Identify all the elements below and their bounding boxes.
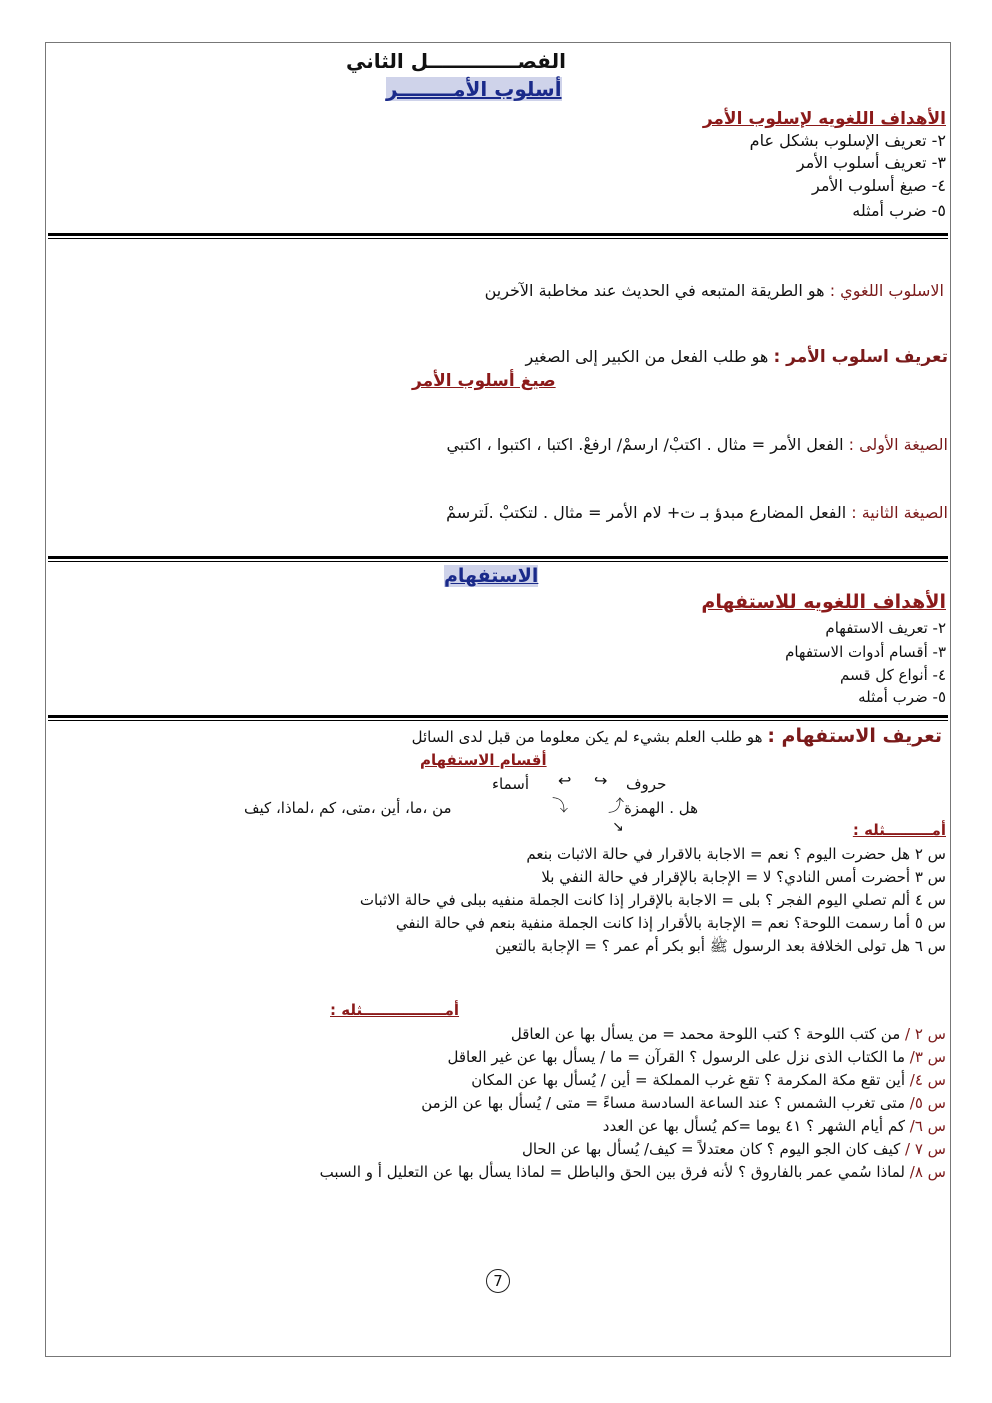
style-definition-line — [485, 281, 944, 300]
nouns-items: من ،ما، أين ،متى، كم ،لماذا، كيف — [244, 799, 452, 817]
form2-label: الصيغة الثانية : — [851, 503, 948, 522]
command-text: هو طلب الفعل من الكبير إلى الصغير — [525, 347, 769, 366]
interrogation-text: هو طلب العلم بشيء لم يكن معلوما من قبل لدى السائل — [411, 728, 763, 746]
example2-item — [448, 1048, 946, 1066]
page-number: 7 — [486, 1269, 510, 1293]
example2-number: س ٨/ — [909, 1163, 946, 1181]
style-label: الاسلوب اللغوي : — [829, 281, 944, 300]
example2-text: من كتب اللوحة ؟ كتب اللوحة محمد = من يسأل بها عن العاقل — [510, 1025, 901, 1043]
letters-label: حروف — [626, 775, 667, 793]
example1-item: س ٥ أما رسمت اللوحة؟ نعم = الإجابة بالأقرار إذا كانت الجملة منفية بنعم في حالة النفي — [395, 914, 946, 932]
example2-text: كيف كان الجو اليوم ؟ كان معتدلاً = كيف/ يُسأل بها عن الحال — [521, 1140, 901, 1158]
example1-item: س ٢ هل حضرت اليوم ؟ نعم = الاجابة بالاقرار في حالة الاثبات بنعم — [526, 845, 946, 863]
forms-title: صيغ أسلوب الأمر — [412, 371, 556, 391]
example1-item: س ٤ ألم تصلي اليوم الفجر ؟ بلى = الاجابة بالإقرار إذا كانت الجملة منفيه ببلى في حالة الاثبات — [359, 891, 946, 909]
form2-text: الفعل المضارع مبدؤ بـ ت+ لام الأمر = مثال . لتكتبْ .لَترسمْ — [446, 503, 847, 522]
example2-item — [603, 1117, 946, 1135]
example2-item — [511, 1025, 946, 1043]
goal2-item: ٥- ضرب أمثله — [858, 688, 946, 706]
nouns-label: أسماء — [492, 775, 530, 793]
example2-number: س ٥/ — [909, 1094, 946, 1112]
goal2-item: ٢- تعريف الاستفهام — [825, 619, 946, 637]
example2-item — [522, 1140, 946, 1158]
example2-text: أين تقع مكة المكرمة ؟ تقع غرب المملكة = أين / يُسأل بها عن المكان — [471, 1071, 905, 1089]
divider — [48, 233, 948, 239]
document-page — [45, 42, 951, 1357]
section1-title: أسلوب الأمــــــــر — [386, 77, 562, 101]
letters-items: هل . الهمزة — [624, 799, 699, 817]
example2-text: لماذا سُمي عمر بالفاروق ؟ لأنه فرق بين الحق والباطل = لماذا يسأل بها عن التعليل أ و السبب — [319, 1163, 905, 1181]
form1-line — [446, 435, 948, 454]
example2-number: س ٣/ — [909, 1048, 946, 1066]
goal1-item: ٥- ضرب أمثله — [852, 201, 946, 220]
interrogation-label: تعريف الاستفهام : — [767, 725, 942, 747]
command-label: تعريف اسلوب الأمر : — [773, 347, 948, 367]
curved-arrow-icon: ⤴ — [608, 796, 625, 815]
goal2-item: ٣- أقسام أدوات الاستفهام — [785, 643, 946, 661]
form2-line — [446, 503, 948, 522]
chapter-title: الفصـــــــــــــل الثاني — [346, 49, 566, 73]
goal1-item: ٣- تعريف أسلوب الأمر — [796, 153, 946, 172]
example2-text: كم أيام الشهر ؟ ٤١ يوما =كم يُسأل بها عن العدد — [602, 1117, 905, 1135]
interrogation-definition-line — [412, 725, 942, 747]
curved-arrow-icon: ⤵ — [552, 796, 569, 815]
divider — [48, 715, 948, 721]
goals2-title: الأهداف اللغويه للاستفهام — [701, 591, 946, 613]
arrow-icon: ↘ — [612, 819, 624, 835]
examples2-title: أمــــــــــــــــثله : — [330, 1001, 460, 1019]
goal2-item: ٤- أنواع كل قسم — [839, 666, 946, 684]
goal1-item: ٢- تعريف الإسلوب بشكل عام — [749, 131, 946, 150]
command-definition-line — [526, 347, 948, 367]
form1-text: الفعل الأمر = مثال . اكتبْ/ ارسمْ/ ارفعْ. اكتبا ، اكتبوا ، اكتبي — [446, 435, 844, 454]
style-text: هو الطريقة المتبعه في الحديث عند مخاطبة الآخرين — [484, 281, 825, 300]
example2-item — [421, 1094, 946, 1112]
example2-number: س ٤/ — [909, 1071, 946, 1089]
arrow-icon: ↪ — [594, 771, 608, 790]
example2-number: س ٧ / — [905, 1140, 946, 1158]
section2-title: الاستفهام — [444, 565, 539, 587]
arrow-icon: ↩ — [558, 771, 572, 790]
example2-item — [320, 1163, 946, 1181]
goals1-title: الأهداف اللغويه لإسلوب الأمر — [702, 109, 946, 129]
example2-number: س ٢ / — [905, 1025, 946, 1043]
divider — [48, 556, 948, 562]
example2-text: ما الكتاب الذى نزل على الرسول ؟ القرآن = ما / يسأل بها عن غير العاقل — [447, 1048, 905, 1066]
example2-item — [471, 1071, 946, 1089]
example1-item: س ٦ هل تولى الخلافة بعد الرسول ﷺ أبو بكر أم عمر ؟ = الإجابة بالتعين — [495, 937, 946, 955]
parts-title: أقسام الاستفهام — [420, 751, 547, 769]
form1-label: الصيغة الأولى : — [848, 435, 948, 454]
example1-item: س ٣ أحضرت أمس النادي؟ لا = الإجابة بالإقرار في حالة النفي بلا — [541, 868, 946, 886]
goal1-item: ٤- صيغ أسلوب الأمر — [812, 176, 946, 195]
example2-text: متى تغرب الشمس ؟ عند الساعة السادسة مساءً = متى / يُسأل بها عن الزمن — [421, 1094, 905, 1112]
example2-number: س ٦/ — [909, 1117, 946, 1135]
examples1-title: أمـــــــــثله : — [852, 821, 946, 839]
